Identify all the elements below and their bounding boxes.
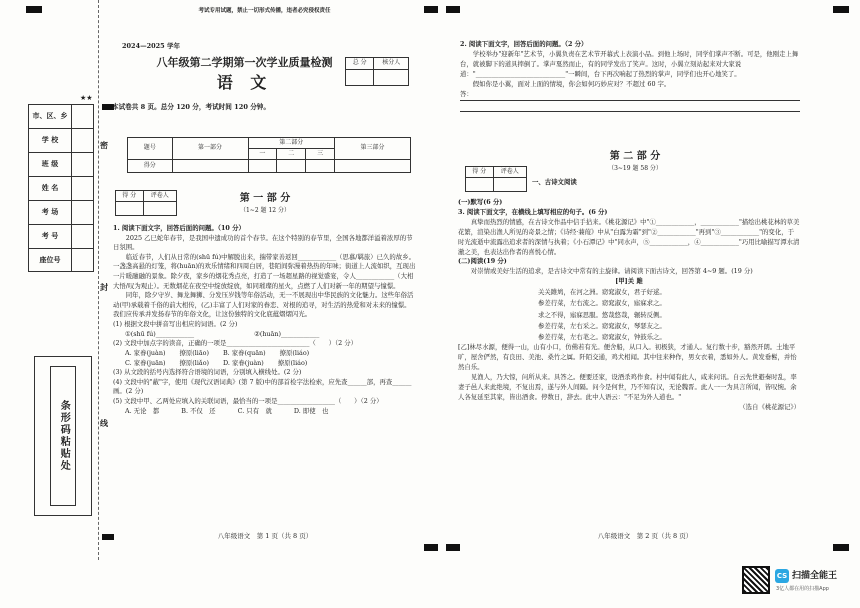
q1-blank1[interactable]: ①(shū fú)____________: [125, 329, 195, 338]
field-school: 学 校: [28, 128, 94, 152]
passage-yi-2: 见渔人，乃大惊，问所从来。具答之。便要还家，设酒杀鸡作食。村中闻有此人，咸来问讯。自云先世避秦时乱，率妻子邑人来此绝境，不复出焉，遂与外人间隔。问今是何世，乃不知有汉，无论魏晋。此人一一为具言所闻，皆叹惋。余人各复延至其家，皆出酒食。停数日，辞去。此中人语云："不足为外人道也。": [458, 373, 797, 401]
q2-answer-line[interactable]: 答：: [460, 90, 800, 101]
registration-mark: [424, 544, 438, 551]
camscanner-tagline: 3亿人都在用的扫描App: [776, 586, 829, 592]
grader-box-2: 得 分 评卷人: [465, 166, 527, 192]
q3-para: 真挚而热烈的情感，在古诗文作品中信手拈来。《桃花源记》中"①____________，____________"描绘出桃花林的草美花繁，渲染出渔人所见的奇景之情；《诗经·蒹葭》中从"白露为霜"到"②____________"再到"③____________"的变化，于时光流逝中流露出追求者的深情与执着；《小石潭记》中"同水声，⑤____________，④____________"巧用比喻描写潭水清澈之美，也表达出作者的喜悦心情。: [458, 217, 800, 256]
grader-box: 得 分 评卷人: [115, 190, 177, 216]
reading-title: (二)阅读(19 分): [458, 257, 507, 266]
q2-para: 学校举办"迎新年"艺术节，小翼负责在艺术节开幕式上表演小品。到他上场时，同学们掌声不断。可是，他刚走上舞台，就被脚下的道具摔倒了。掌声戛然而止，有的同学发出了笑声。这时，小翼立刻站起来对大家说道："____________________________"一瞬间，台下再次响起了热烈的掌声，同学们也开心地笑了。: [460, 49, 799, 78]
school-year: 2024—2025 学年: [122, 41, 180, 50]
barcode-area: [34, 356, 92, 516]
q2-ask: 假如你是小翼，面对上面的情境，你会如何巧妙应对？不超过 60 字。: [472, 79, 671, 88]
camscanner-name: 扫描全能王: [792, 571, 838, 581]
binding-char: 密: [100, 140, 108, 150]
page1-footer: 八年级语文 第 1 页（共 8 页）: [217, 532, 313, 540]
field-seat: 座位号: [28, 248, 94, 272]
poem-line: 关关雎鸠，在河之洲。窈窕淑女，君子好逑。: [538, 288, 666, 297]
total-score-box: 总 分 核分人: [345, 57, 409, 86]
passage-source: （选自《桃花源记》）: [739, 402, 800, 411]
part1-sub: （1~2 题 12 分）: [239, 206, 291, 214]
registration-mark: [833, 544, 849, 551]
registration-mark: [26, 6, 42, 13]
qr-code: [742, 566, 770, 594]
q1-sub2: (2) 文段中加点字的读音，正确的一项是__________________________（ ）（2 分）: [113, 339, 358, 348]
exam-intro: 本试卷共 8 页。总分 120 分，考试时间 120 分钟。: [112, 102, 270, 111]
field-region: 市、区、乡: [28, 104, 94, 128]
poem-line: 参差荇菜，左右流之。窈窕淑女，寤寐求之。: [538, 299, 666, 308]
part2-title: 第 二 部 分: [609, 151, 661, 162]
q1-para2: 临近春节，人们从日常的(shū fú)中解脱出来，揣带家善返回____________（思慕/羁旅）已久的故乡。一盏盏高悬的灯笼，将(huān)的欢乐情绪和四周白居，巷陌间弥漫着热热的年味；街道上人流如织，互现出一片暖融融的景象。除夕夜，家乡的烟花秀点亮，打造了一场超星路的视觉盛宴，令人____________（大相大悟/叹为观止）。无数烟花在夜空中绽放绽放，如同璀璨的星火，点燃了人们对新一年的期望与憧憬。: [113, 252, 416, 290]
q1-sub5: (5) 文段中甲、乙两处应填入的关联词语，最恰当的一项是__________________（ ）（2 分）: [113, 396, 383, 405]
notice: 考试专用试题，禁止一切形式传播，违者必究侵权责任: [198, 8, 331, 14]
registration-mark: [446, 544, 460, 551]
poem-line: 求之不得，寤寐思服。悠哉悠哉，辗转反侧。: [538, 310, 666, 319]
q1-sub1: (1) 根据文段中拼音写出相应的词语。(2 分): [113, 320, 238, 329]
reading-intro: 对崇情或美好生活的追求，是古诗文中常有的主旋律。请阅读下面古诗文，回答第 4~9 题。(19 分): [470, 267, 753, 276]
barcode-label: 条形码粘贴处: [50, 366, 76, 506]
q2-heading: 2. 阅读下面文字，回答后面的问题。（2 分）: [460, 40, 588, 48]
registration-mark: [102, 534, 114, 540]
poem-line: 参差荇菜，左右采之。窈窕淑女，琴瑟友之。: [538, 321, 666, 330]
poem-line: 参差荇菜，左右芼之。窈窕淑女，钟鼓乐之。: [538, 333, 666, 342]
binding-line: [98, 0, 99, 560]
registration-mark: [446, 6, 460, 13]
q2-answer-line[interactable]: [460, 101, 800, 112]
part2-sub: （3~19 题 58 分）: [608, 164, 662, 172]
field-room: 考 场: [28, 200, 94, 224]
binding-char: 线: [100, 418, 108, 428]
binding-char: 封: [100, 282, 108, 292]
field-class: 班 级: [28, 152, 94, 176]
part1-title: 第 一 部 分: [239, 193, 291, 204]
q1-sub3: (3) 从文段的括号内选择符合语境的词语，分别填入横线处。(2 分): [113, 368, 302, 377]
page2-footer: 八年级语文 第 2 页（共 8 页）: [597, 532, 693, 540]
recite-title: (一)默写(6 分): [458, 197, 503, 206]
student-info-strip: [28, 104, 94, 344]
score-table: 题号 第一部分 第二部分 第三部分 一 二 三 得分: [127, 137, 411, 173]
registration-mark: [833, 6, 849, 13]
poem-title: [甲]关 雎: [615, 277, 643, 286]
q1-para3: 同年，除夕守岁、舞龙舞狮、分发压岁钱等年俗活动，无一不展现出中华民族的文化魅力。这些年俗活动(甲)承载着千俗的前大相传，(乙)丰富了人们对家的眷恋、对根的追寻，对生活的热爱和对未来的憧憬。我们应传承并发扬春节的年俗文化，让这份独特的文化底蕴熠熠闪光。: [113, 291, 414, 319]
registration-mark: [424, 6, 438, 13]
passage-yi: [乙]林尽水源，便得一山，山有小口，仿佛若有光。便舍船，从口入。初极狭，才通人。复行数十步，豁然开朗。土地平旷，屋舍俨然，有良田、美池、桑竹之属。阡陌交通，鸡犬相闻。其中往来种作，男女衣着，悉如外人。黄发垂髫，并怡然自乐。: [458, 343, 797, 372]
subject-title: 语 文: [216, 73, 273, 93]
q1-para1: 2025 乙巳蛇年春节，是我国申遗成功的首个春节。在这个特别的春节里，全国各地都洋溢着浓厚的节日氛围。: [113, 233, 413, 252]
q3-heading: 3. 阅读下面文字，在横线上填写相应的句子。(6 分): [458, 207, 608, 216]
exam-title: 八年级第二学期第一次学业质量检测: [156, 56, 333, 70]
stars: ★★: [80, 94, 93, 102]
q1-sub4: (4) 文段中的"蔽"字，使用《现代汉语词典》(第 7 版)中的部首检字法检索，应先查______部，再查______画。(2 分): [113, 377, 412, 396]
q1-heading: 1. 阅读下面文字，回答后面的问题。（10 分）: [113, 224, 245, 232]
camscanner-logo: CS: [775, 569, 789, 583]
field-name: 姓 名: [28, 176, 94, 200]
q1-blank2[interactable]: ②(huān)____________: [254, 329, 320, 338]
section1-title: 一、古诗文阅读: [532, 178, 577, 186]
field-exam-number: 考 号: [28, 224, 94, 248]
